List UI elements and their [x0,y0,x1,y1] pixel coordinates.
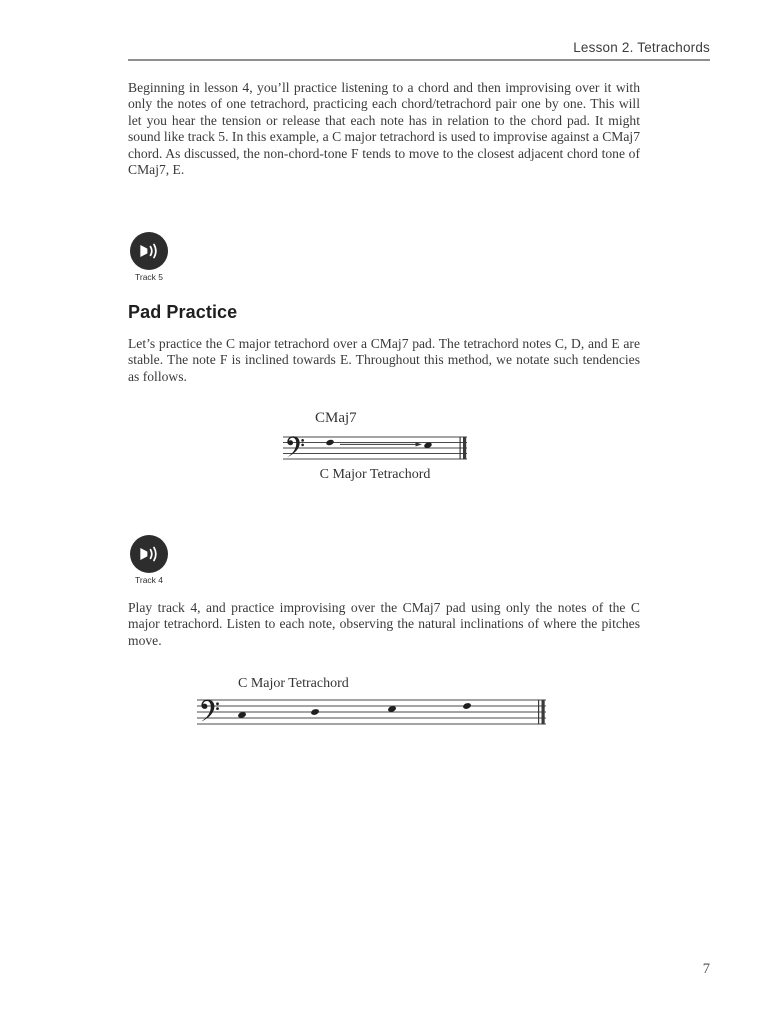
speaker-icon [130,535,168,573]
header-rule [128,59,710,61]
speaker-icon-glyph [136,541,162,567]
intro-paragraph: Beginning in lesson 4, you’ll practice listening to a chord and then improvising over it with only the notes of one tetrachord, practicing each chord/tetrachord pair one by one. This will let you hear the tension or release that each note has in relation to the chord pad. It might sound like track 5. In this example, a C major tetrachord is used to improvise against a CMaj7 chord. As discussed, the non-chord-tone F tends to move to the closest adjacent chord tone of CMaj7, E. [128,80,640,178]
tetrachord-staff [197,696,546,729]
page-number: 7 [702,961,710,977]
chord-symbol: CMaj7 [315,410,357,426]
track-4-marker [126,535,172,585]
section-body-paragraph: Let’s practice the C major tetrachord over a CMaj7 pad. The tetrachord notes C, D, and E are stable. The note F is inclined towards E. Throughout this method, we notate such tendencies as follows. [128,336,640,384]
note-f3 [325,439,334,446]
play-paragraph: Play track 4, and practice improvising over the CMaj7 pad using only the notes of the C major tetrachord. Listen to each note, observing the natural inclinations of where the pitches move. [128,600,640,648]
tetrachord-label: C Major Tetrachord [238,676,349,691]
note-f3 [462,702,471,710]
track-4-label: Track 4 [134,575,164,585]
track-5-marker [126,232,172,282]
section-heading: Pad Practice [128,302,238,322]
track-5-label: Track 5 [134,272,164,282]
note-d3 [310,708,319,716]
tendency-staff [283,433,467,465]
bass-clef-icon [287,436,304,457]
speaker-icon-glyph [136,238,162,264]
running-header: Lesson 2. Tetrachords [573,40,710,55]
speaker-icon [130,232,168,270]
notation-caption: C Major Tetrachord [319,467,431,482]
